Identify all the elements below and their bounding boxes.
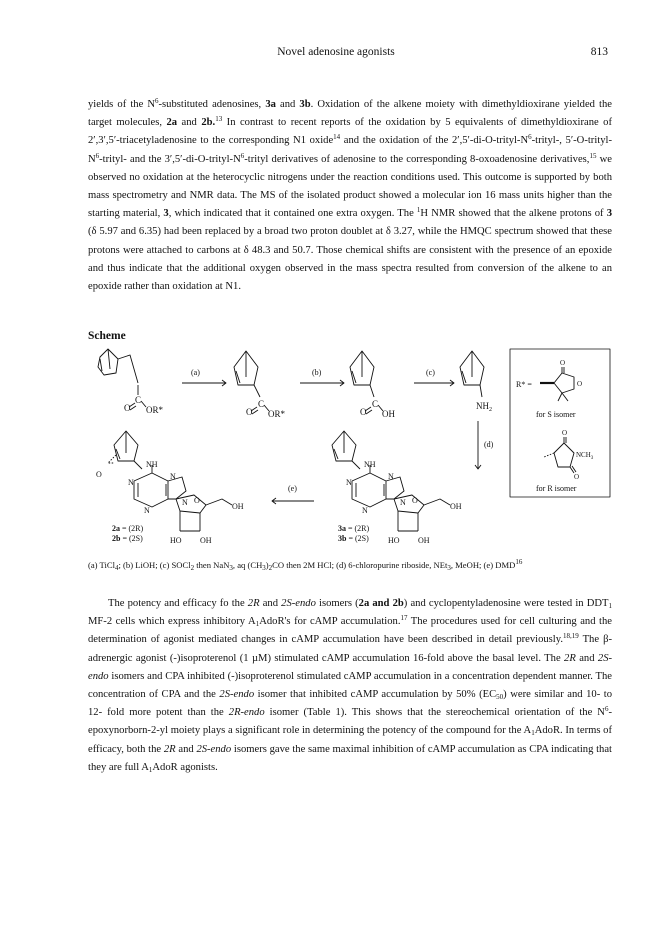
nh-label: NH (146, 460, 158, 469)
running-header (0, 46, 672, 66)
oh-label: OH (232, 502, 244, 511)
n-label: N (362, 506, 368, 515)
scheme-heading: Scheme (88, 330, 126, 342)
n-label: N (128, 478, 134, 487)
nh-label: NH (364, 460, 376, 469)
nch3-label: $NCH_3$ (576, 451, 594, 461)
o-label: O (360, 407, 367, 417)
body-paragraph-2: The potency and efficacy fo the 2R and 2S-endo isomers (2a and 2b) and cyclopentyladenosine were tested in $DDT_1$ MF-2 cells which express inhibitory $A_1AdoR's$ for cAMP accumulation.$^{17}$ The procedures used for cell culturing and the determination of agonist mediated changes in cAMP accumulation have been described in detail previously.$^{18,19}$ The β-adrenergic agonist (-)isoproterenol (1 µM) stimulated cAMP accumulation 16-fold above the basal level. The 2R and 2S-endo isomers and CPA inhibited (-)isoproterenol stimulated cAMP accumulation in a concentration dependent manner. The concentration of CPA and the 2S-endo isomer that inhibited cAMP accumulation by 50% $(EC_{50})$ were similar and 10- to 12- fold more potent than the 2R-endo isomer (Table 1). This shows that the stereochemical orientation of the $N^6-epoxynorborn-2-yl$ moiety plays a significant role in determining the potency of the compound for the $A_1AdoR$. In terms of efficacy, both the 2R and 2S-endo isomers gave the same maximal inhibition of cAMP accumulation as CPA indicating that they are full $A_1AdoR$ agonists. (88, 598, 613, 774)
norbornene-ester-1 (98, 349, 138, 383)
s-auxiliary (554, 367, 574, 401)
step-d-label: (d) (484, 440, 494, 449)
cpd-3a-label: 3a = (2R) (338, 524, 370, 533)
page-number: 813 (590, 46, 608, 58)
n-label: N (346, 478, 352, 487)
o-label: O (562, 429, 568, 437)
scheme-caption: (a) TiCl$_4$; (b) LiOH; (c) SOCl$_2$ then NaN$_3$, aq $(CH_3)_2CO$ then 2M HCl; (d) 6-chloropurine riboside, NEt$_3$, MeOH; (e) DMD$^{16}$ (88, 558, 523, 572)
n-label: N (182, 498, 188, 507)
oh-label: OH (450, 502, 462, 511)
n-label: N (144, 506, 150, 515)
or-star-label: OR* (146, 405, 164, 415)
o-label: O (412, 496, 418, 505)
c-label: C (258, 399, 265, 409)
o-label: O (560, 359, 566, 367)
o-label: O (574, 473, 580, 481)
r-isomer-label: for R isomer (536, 484, 577, 493)
r-star-label: R* = (516, 380, 532, 389)
o-label: O (246, 407, 253, 417)
o-label: O (124, 403, 131, 413)
r-star-box (510, 349, 610, 497)
step-b-label: (b) (312, 368, 322, 377)
c-label: C (135, 395, 142, 405)
o-label: O (96, 470, 102, 479)
o-label: O (194, 496, 200, 505)
bicyclic-acid (350, 351, 374, 397)
epoxide-nucleoside-2 (108, 431, 232, 531)
cpd-2b-label: 2b = (2S) (112, 534, 143, 543)
oh-label: OH (418, 536, 430, 545)
ho-label: HO (170, 536, 182, 545)
cpd-3b-label: 3b = (2S) (338, 534, 369, 543)
r-auxiliary (544, 437, 576, 473)
body-paragraph-1: yields of the $N^6$-substituted adenosines, 3a and 3b. Oxidation of the alkene moiety with dimethyldioxirane yielded the target molecules, 2a and 2b.$^{13}$ In contrast to recent reports of the oxidation by 5 equivalents of dimethyldioxirane of 2′,3′,5′-triacetyladenosine to the corresponding N1 oxide$^{14}$ and the oxidation of the $2',5'-di-O-trityl-N^6-trityl-$, $5'-O-trityl-N^6-trityl-$ and the $3',5'-di-O-trityl-N^6$-trityl derivatives of adenosine to the corresponding 8-oxoadenosine derivatives,$^{15}$ we observed no oxidation at the heterocyclic nitrogens under the reaction conditions used. This outcome is supported by both mass spectrometry and NMR data. The MS of the isolated product showed a molecular ion 16 mass units higher than the starting material, 3, which indicated that it contained one extra oxygen. The $^1$H NMR showed that the alkene protons of 3 (δ 5.97 and 6.35) had been replaced by a broad two proton doublet at δ 3.27, while the HMQC spectrum showed that these protons were attached to carbons at δ 48.3 and 50.7. Those chemical shifts are consistent with the presence of an epoxide and thus indicate that the additional oxygen observed in the mass spectra resulted from conversion of the alkene to an epoxide rather than oxidation at N1. (88, 97, 613, 293)
step-c-label: (c) (426, 368, 435, 377)
c-label: C (372, 399, 379, 409)
ho-label: HO (388, 536, 400, 545)
or-star-label: OR* (268, 409, 286, 419)
running-title: Novel adenosine agonists (277, 46, 395, 58)
step-a-label: (a) (191, 368, 200, 377)
step-e-label: (e) (288, 484, 297, 493)
oh-label: OH (200, 536, 212, 545)
n-label: N (388, 472, 394, 481)
o-label: O (577, 380, 583, 388)
n-label: N (170, 472, 176, 481)
oh-label: OH (382, 409, 395, 419)
nh2-label: $NH_2$ (476, 401, 492, 413)
cpd-2a-label: 2a = (2R) (112, 524, 144, 533)
bicyclic-amine (460, 351, 484, 397)
bicyclic-ester (234, 351, 260, 397)
reaction-scheme (88, 345, 612, 560)
n-label: N (400, 498, 406, 507)
s-isomer-label: for S isomer (536, 410, 576, 419)
